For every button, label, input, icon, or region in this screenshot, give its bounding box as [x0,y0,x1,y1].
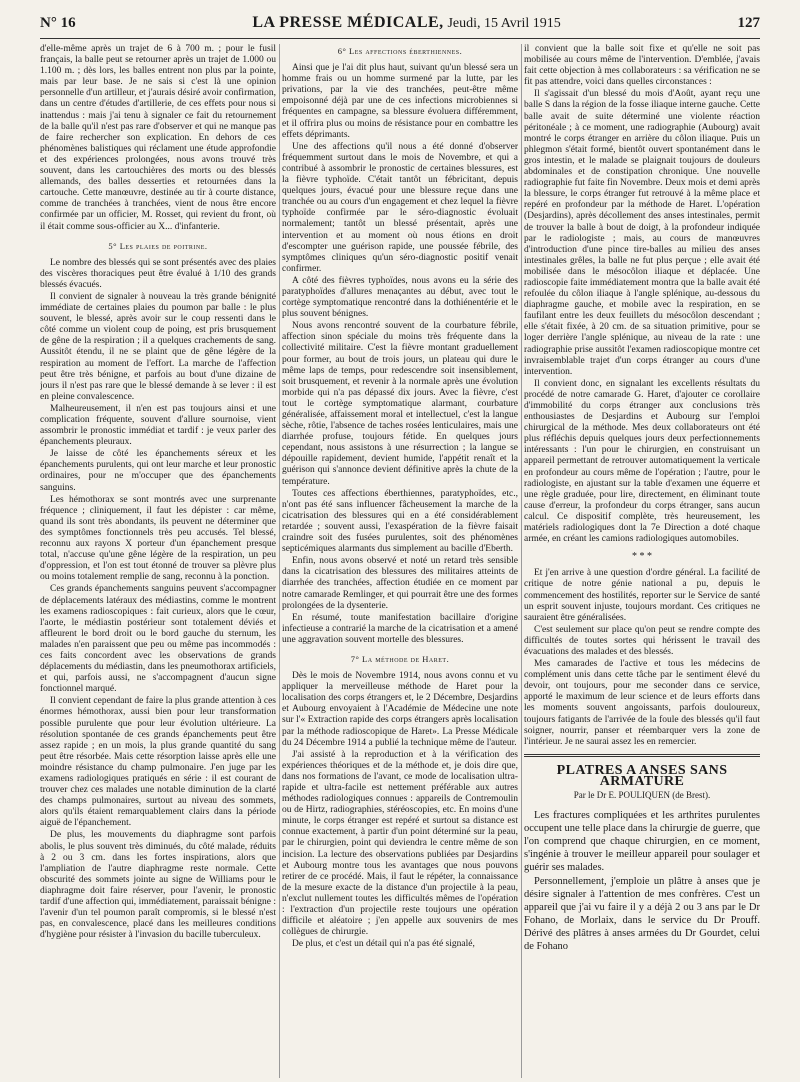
paragraph: Les hémothorax se sont montrés avec une surprenante fréquence ; cliniquement, il faut les dépister : car même, quand ils sont très abondants, ils peuvent ne déterminer que des symptômes fonctionnels très peu accusés. Tel blessé, reconnu aux rayons X porteur d'un épanchement presque total, n'accuse qu'une gêne légère de la respiration, un peu d'oppression, et l'on est tout étonné de trouver sa plèvre plus ou moins totalement remplie de sang, reconnu à la ponction. [40,494,276,583]
paragraph: Toutes ces affections éberthiennes, paratyphoïdes, etc., n'ont pas été sans influencer fâcheusement la marche de la cicatrisation des blessures qui en a été considérablement retardée ; souvent aussi, l'exaspération de la fièvre faisait craindre soit des fusées purulentes, soit des phénomènes septicémiques alarmants dus simplement au bacille d'Eberth. [282,488,518,555]
paragraph: En résumé, toute manifestation bacillaire d'origine infectieuse a contrarié la marche de la cicatrisation et a amené une aggravation souvent mortelle des blessures. [282,612,518,645]
paragraph: Nous avons rencontré souvent de la courbature fébrile, affection sinon spéciale du moins très fréquente dans la collectivité militaire. C'est la fièvre montant graduellement pour former, au bout de trois jours, un plateau qui dure le même laps de temps, pour redescendre soit insensiblement, soit brusquement, et revenir à la normale après une évolution morbide qui n'a pas dépassé dix jours. Avec la fièvre, c'est tout le cortège symptomatique alarmant, courbature généralisée, affaissement moral et intellectuel, c'est la langue sèche, rôtie, l'absence de taches rosées lenticulaires, mais une diarrhée profuse, toujours fétide. En quelques jours cependant, nous assistons à une résurrection ; la langue se dépouille rapidement, devient humide, l'appétit renaît et la guérison qui s'annonce devient définitive après la chute de la température. [282,321,518,487]
paragraph: Personnellement, j'emploie un plâtre à anses que je désire signaler à l'attention de mes confrères. C'est un appareil que j'ai vu faire il y a déjà 2 ou 3 ans par le Dr Fohano, de Morlaix, dans le service du Dr Prouff. Dérivé des plâtres à anses armées du Dr Gourdet, celui de Fohano [524,876,760,953]
section-heading: 5° Les plaies de poitrine. [108,240,208,251]
article-byline: Par le Dr E. POULIQUEN (de Brest). [573,790,711,800]
paragraph: Il convient de signaler à nouveau la très grande bénignité immédiate de certaines plaies du poumon par balle : le plus souvent, le blessé, après avoir sur le coup ressenti dans le côté comme un violent coup de poing, est pris brusquement de gêne de la respiration ; il a quelques crachements de sang. Aussitôt étendu, il ne se plaint que de gêne légère de la respiration au moment de l'effort. La marche de l'affection peut être très bénigne, et parfois au bout d'une dizaine de jours il n'est pas rare que le blessé demande à se lever : il est en pleine convalescence. [40,291,276,402]
article-body [524,809,760,953]
paragraph: Je laisse de côté les épanchements séreux et les épanchements purulents, qui ont leur marche et leur pronostic ordinaires, pour ne m'occuper que des épanchements sanguins. [40,449,276,493]
paragraph: Ainsi que je l'ai dit plus haut, suivant qu'un blessé sera un homme frais ou un homme surmené par la lutte, par les privations, par la vie des tranchées, peut-être même empoisonné déjà par une de ces infections microbiennes si fréquentes en campagne, sa blessure évoluera différemment, et il offrira plus ou moins de résistance pour en combattre les effets déprimants. [282,63,518,140]
issue-number: N° 16 [40,15,76,31]
paragraph: Une des affections qu'il nous a été donné d'observer fréquemment surtout dans le mois de Novembre, et qui a contribué à assombrir le pronostic de certaines blessures, est la fièvre typhoïde. C'était tantôt un fébricitant, depuis quelques jours, évacué pour une blessure reçue dans une tranchée ou au cours d'un engagement et chez lequel la fièvre typhoïde confirmée par le séro-diagnostic évoluait normalement; tantôt un blessé présentait, après une intervention et au moment où nous étions en droit d'escompter une guérison rapide, une poussée fébrile, des symptômes cliniques qu'un séro-diagnostic positif venait confirmer. [282,141,518,274]
paragraph: Le nombre des blessés qui se sont présentés avec des plaies des viscères thoraciques peut être évalué à 1/10 des grands blessés évacués. [40,257,276,290]
paragraph: De plus, les mouvements du diaphragme sont parfois abolis, le plus souvent très diminués, du côté malade, réduits à 2 ou 3 cm. dans les fortes inspirations, alors que l'ampliation de l'autre diaphragme reste normale. Cette obscurité des sommets jointe au signe de Williams pour le diaphragme doit faire réserver, pour l'avenir, le pronostic tardif d'une affection qui, immédiatement, paraissait bénigne : l'avenir d'un tel poumon paraît compromis, si le blessé n'est pas, en convalescence, placé dans les meilleures conditions d'hygiène pour résister à l'invasion du bacille tuberculeux. [40,830,276,941]
paragraph: Les fractures compliquées et les arthrites purulentes occupent une telle place dans la chirurgie de guerre, que l'on comprend que chaque chirurgien, en ce moment, s'ingénie à trouver le meilleur appareil pour soulager et guérir ses malades. [524,810,760,874]
paragraph: Malheureusement, il n'en est pas toujours ainsi et une complication fréquente, souvent d'allure sournoise, vient assombrir le pronostic immédiat et tardif : je veux parler des épanchements pleuraux. [40,403,276,448]
header-rule [40,38,760,39]
column-1 [40,44,276,1078]
paragraph: J'ai assisté à la reproduction et à la vérification des expériences théoriques et de la méthode et, je dois dire que, dans nos formations de l'avant, ce mode de localisation ultra-rapide et ultra-facile est nettement préférable aux autres méthodes radiologiques connues : appareils de Contremoulin ou de Hirtz, radiographies, stéréoscopies, etc. En moins d'une minute, le corps étranger est repéré et surtout sa distance est connue exactement, à partir d'un point déterminé sur la peau, par le chirurgien, point qui deviendra le centre même de son incision. La lecture des observations publiées par Desjardins et Aubourg montre tous les avantages que nous pouvons retirer de ce procédé. Mais, il faut le répéter, la connaissance de la mesure exacte de la distance d'un projectile à la peau, n'exclut nullement toutes les difficultés mêmes de l'opération : l'extraction d'un projectile reste toujours une opération difficile et aléatoire ; j'en appelle aux souvenirs de mes collègues de chirurgie. [282,749,518,938]
issue-date: Jeudi, 15 Avril 1915 [447,16,561,31]
article-title: PLATRES A ANSES SANS ARMATURE [556,762,728,789]
column-2 [282,44,518,1078]
article-divider [524,754,760,757]
section-heading: 7° La méthode de Haret. [350,653,450,664]
section-separator: * * * [632,551,652,563]
paragraph: Il convient cependant de faire la plus grande attention à ces énormes hémothorax, aussi bien pour leur transformation possible purulente que pour leur évolution ultérieure. La résolution spontanée de ces grands épanchements peut être assez rapide ; en un mois, la plus grande quantité du sang peut être résorbée. Mais cette résorption laisse après elle une moindre résistance du champ pulmonaire. J'en juge par les examens radiologiques pratiqués en série : il est courant de trouver chez ces malades une notable diminution de la clarté des champs pulmonaires, surtout au niveau des sommets, alors qu'ils étaient remarquablement clairs dans la période aiguë de l'épanchement. [40,696,276,829]
paragraph: Il convient donc, en signalant les excellents résultats du procédé de notre camarade G. Haret, d'ajouter ce corollaire d'immobilité du corps étranger aux conclusions très enthousiastes de Desjardins et Aubourg sur l'emploi chirurgical de la méthode. Mes deux collaborateurs ont été plus réfléchis depuis quelques jours deux perfectionnements intéressants : l'un pour le chirurgien, en construisant un appareil permettant de retrouver automatiquement la verticale en profondeur au cours même de l'opération ; l'autre, pour le radiologiste, en ajustant sur la table d'examen une équerre et une règle graduée, pour lire, directement, en éliminant toute cause d'erreur, la profondeur du corps étranger, sans aucun calcul. Ce dispositif complète, très heureusement, les matériels radiologiques dont la 7e Direction a doté chaque armée, en créant les camions radiologiques automobiles. [524,378,760,545]
section-heading: 6° Les affections éberthiennes. [337,46,463,56]
paragraph: Et j'en arrive à une question d'ordre général. La facilité de critique de notre génie national a pu, depuis le commencement des hostilités, reporter sur le Service de santé un esprit souvent injuste, toujours mordant. Ces critiques ne sauraient être généralisées. [524,568,760,623]
paragraph: Ces grands épanchements sanguins peuvent s'accompagner de déplacements latéraux des médiastins, comme le montrent les examens radioscopiques : fait curieux, alors que le cœur, l'aorte, le médiastin postérieur sont totalement déviés et affleurent le bord droit ou le bord gauche du sternum, les malades n'en paraissent que peu ou même pas incommodés : ces faits concordent avec les observations de grands déplacements du médiastin, dans les pneumothorax artificiels, et qui, parfois aussi, ne s'accompagnent d'aucun signe fonctionnel marqué. [40,584,276,695]
column-divider [521,44,522,1078]
column-3 [524,44,760,1078]
paragraph: C'est seulement sur place qu'on peut se rendre compte des difficultés de toutes sortes qui hérissent le travail des évacuations des malades et des blessés. [524,624,760,657]
column-divider [279,44,280,1078]
paragraph: il convient que la balle soit fixe et qu'elle ne soit pas mobilisée au cours même de l'intervention. D'emblée, j'avais fait cette objection à mes collaborateurs : sa vérification ne se fit pas attendre, voici dans quelles circonstances : [524,44,760,88]
paragraph: d'elle-même après un trajet de 6 à 700 m. ; pour le fusil français, la balle peut se retourner après un trajet de 1.000 ou 1.100 m. ; dès lors, les balles entrent non plus par la pointe, mais par leur base. Je ne sais si c'est là une opinion personnelle d'un artilleur, et j'aurais désiré avoir confirmation, dans un centre d'études d'artillerie, de ces effets pour nous si inattendus : mais j'ai tenu à signaler ce fait du retournement de la balle qu'il n'est pas rare d'observer et qui ne manque pas de faire rechercher son explication. En dehors de ces phénomènes balistiques qui réclament une étude approfondie et des expériences prolongées, nous avons trouvé très souvent, dans les cartouchières des morts ou des blessés allemands, des balles desserties et retournées dans la cartouche. Cette manœuvre, destinée au tir à courte distance, comme de tranchées à tranchées, vient de nous être encore confirmée par un officier, M. Rosset, qui revient du front, où il était comme sous-officier au X... d'infanterie. [40,44,276,232]
paragraph: Il s'agissait d'un blessé du mois d'Août, ayant reçu une balle S dans la région de la fosse iliaque interne gauche. Cette balle avait de suite déterminé une violente réaction péritonéale ; à ce moment, une radiographie (Aubourg) avait montré le corps étranger en arrière du côlon iliaque. Puis un phlegmon s'était formé, bientôt ouvert spontanément dans le gros intestin, et le malade se plaignait toujours de douleurs abdominales et de constipation chronique. Une nouvelle radiographie fut faite fin Novembre. Deux mois et demi après la blessure, le corps étranger fut retrouvé à la même place et repéré en profondeur par la méthode de Haret. L'opération (Desjardins), après décollement des anses intestinales, permit de trouver la balle à bout de doigt, à la profondeur indiquée par le radiologiste ; mais, au cours de manœuvres d'introduction d'une pince tire-balles au milieu des anses intestinales grêles, la balle ne fut plus perçue ; elle avait été mobilisée dans le mésocôlon iliaque et déplacée. Une radioscopie faite immédiatement montra que la balle avait été refoulée du côlon iliaque à l'angle splénique, au-dessous du diaphragme gauche, et mobile avec la respiration, en se faufilant entre les deux feuillets du mésocôlon descendant ; elle s'était fixée, à 20 cm. de sa situation primitive, pour se loger derrière l'angle splénique, au niveau de la rate : une radiographie prise aussitôt l'examen radioscopique montre cet invraisemblable trajet d'un corps étranger au cours d'une intervention. [524,89,760,377]
page-number: 127 [737,15,760,31]
page-header [40,14,760,40]
paragraph: A côté des fièvres typhoïdes, nous avons eu la série des paratyphoïdes d'allures menaçantes au début, avec tout le cortège symptomatique rencontré dans la dothiénentérie et le plus souvent bénignes. [282,275,518,320]
paragraph: Dès le mois de Novembre 1914, nous avons connu et vu appliquer la merveilleuse méthode de Haret pour la localisation des corps étrangers et, le 2 Décembre, Desjardins et Aubourg envoyaient à l'Académie de Médecine une note sur l'« Extraction rapide des corps étrangers après localisation par la méthode radioscopique de Haret». La Presse Médicale du 24 Décembre 1914 a publié la technique même de l'auteur. [282,671,518,748]
paragraph: De plus, et c'est un détail qui n'a pas été signalé, [292,939,475,950]
journal-title: LA PRESSE MÉDICALE, [252,14,444,31]
paragraph: Enfin, nous avons observé et noté un retard très sensible dans la cicatrisation des blessures des militaires atteints de diarrhée des tranchées, affection étudiée en ce moment par notre camarade Remlinger, et qui pourrait être une des formes prolongées de la dysenterie. [282,556,518,611]
paragraph: Mes camarades de l'active et tous les médecins de complément unis dans cette tâche par le sentiment élevé du devoir, ont toujours, pour me seconder dans ce service, apporté le maximum de leur science et de leurs efforts dans les moments souvent angoissants, parfois douloureux, toujours fatigants de l'arrivée de la foule des blessés qu'il faut soigner, nourrir, panser et réembarquer vers la zone de l'intérieur. Je ne saurai assez les en remercier. [524,659,760,747]
